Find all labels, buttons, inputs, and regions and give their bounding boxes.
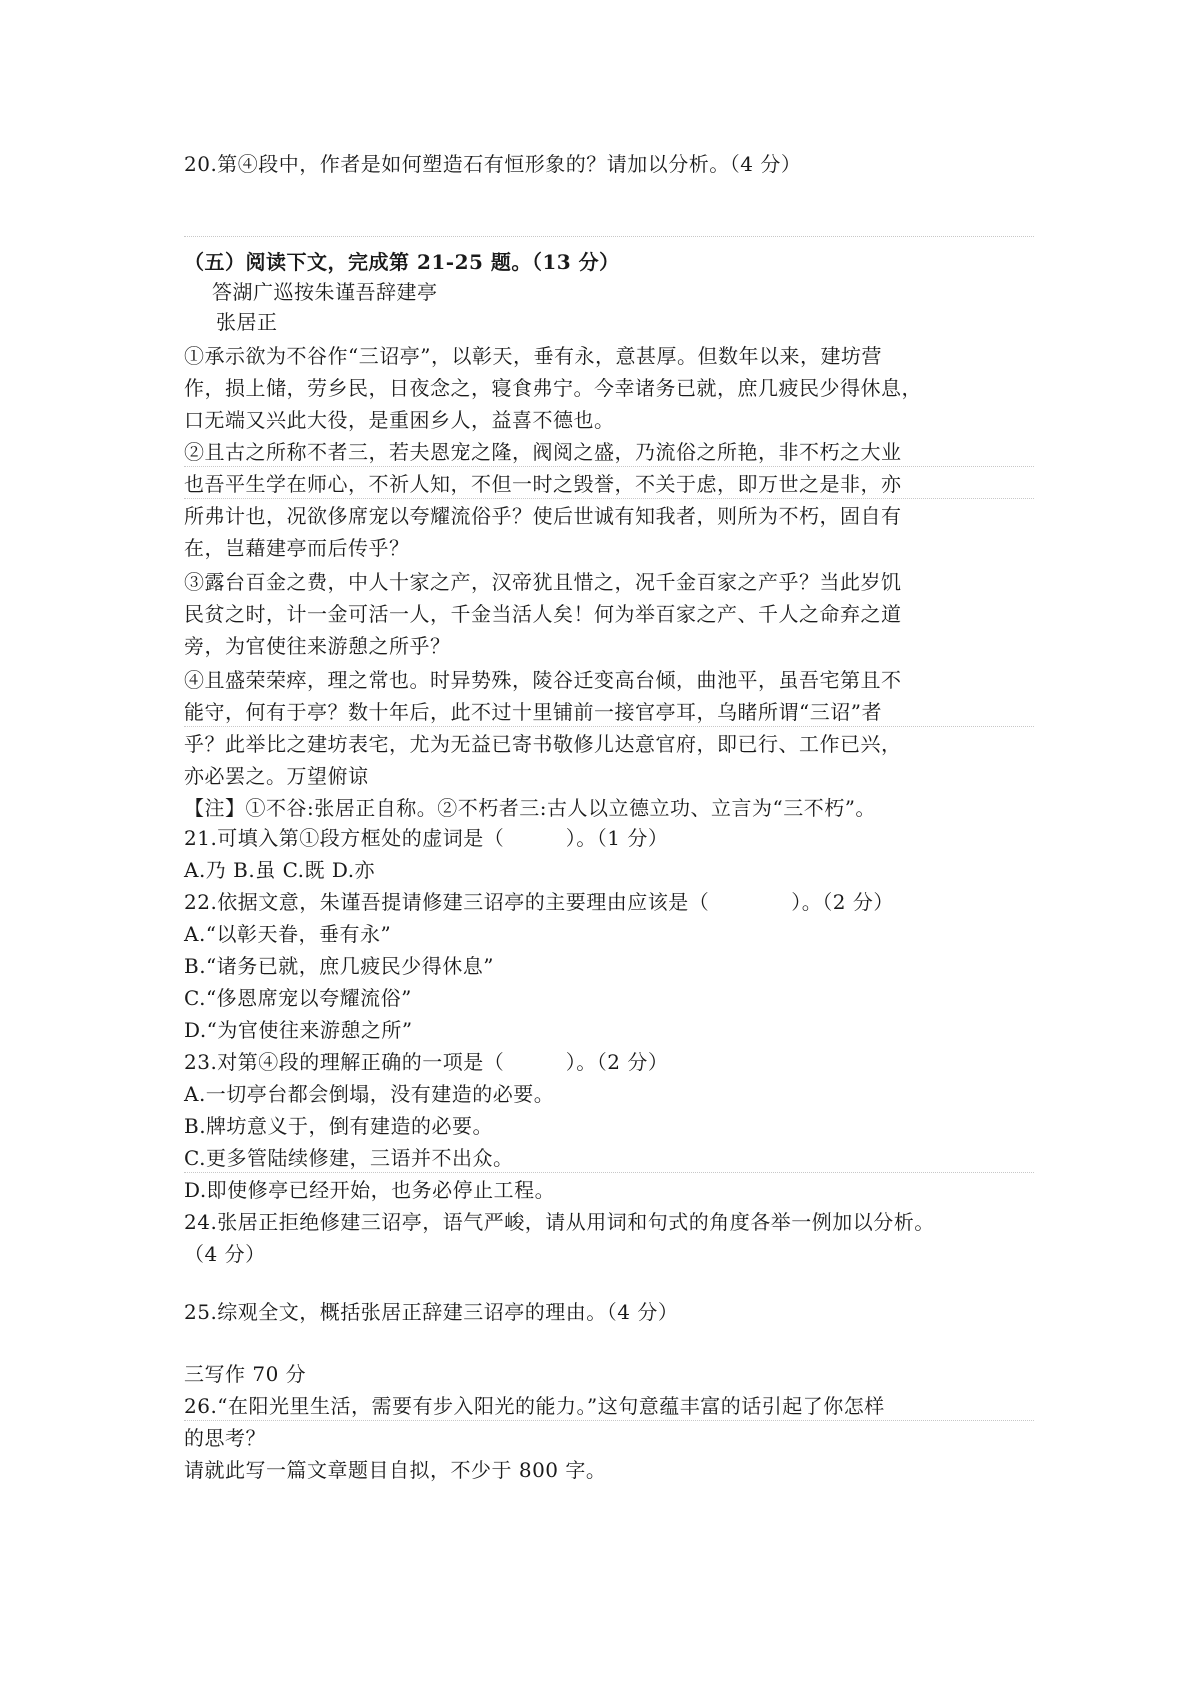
passage-line: 也吾平生学在师心，不祈人知，不但一时之毁誉，不关于虑，即万世之是非，亦 xyxy=(184,472,902,496)
writing-prompt: 26.“在阳光里生活，需要有步入阳光的能力。”这句意蕴丰富的话引起了你怎样 xyxy=(184,1394,885,1418)
question-23-option-c: C.更多管陆续修建，三语并不出众。 xyxy=(184,1146,514,1170)
footnote: 【注】①不谷:张居正自称。②不朽者三:古人以立德立功、立言为“三不朽”。 xyxy=(184,796,876,820)
writing-prompt: 的思考？ xyxy=(184,1426,266,1450)
passage-line: 旁，为官使往来游憩之所乎？ xyxy=(184,634,451,658)
question-22-option-b: B.“诸务已就，庶几疲民少得休息” xyxy=(184,954,495,978)
question-21-stem: 21.可填入第①段方框处的虚词是（ ）。（1 分） xyxy=(184,826,669,850)
question-23-option-a: A.一切亭台都会倒塌，没有建造的必要。 xyxy=(184,1082,555,1106)
writing-instruction: 请就此写一篇文章题目自拟，不少于 800 字。 xyxy=(184,1458,607,1482)
passage-author: 张居正 xyxy=(216,310,278,334)
passage-line: 亦必罢之。万望俯谅 xyxy=(184,764,369,788)
passage-line: ①承示欲为不谷作“三诏亭”，以彰天，垂有永，意甚厚。但数年以来，建坊营 xyxy=(184,344,882,368)
passage-line: 民贫之时，计一金可活一人，千金当活人矣！何为举百家之产、千人之命弃之道 xyxy=(184,602,902,626)
divider xyxy=(184,466,1034,467)
passage-line: 在，岂藉建亭而后传乎？ xyxy=(184,536,410,560)
question-25: 25.综观全文，概括张居正辞建三诏亭的理由。（4 分） xyxy=(184,1300,679,1324)
divider xyxy=(184,726,1034,727)
question-24-points: （4 分） xyxy=(184,1242,266,1266)
question-22-option-d: D.“为官使往来游憩之所” xyxy=(184,1018,413,1042)
question-21-options: A.乃 B.虽 C.既 D.亦 xyxy=(184,858,376,882)
question-23-option-b: B.牌坊意义于，倒有建造的必要。 xyxy=(184,1114,494,1138)
question-20: 20.第④段中，作者是如何塑造石有恒形象的？请加以分析。（4 分） xyxy=(184,152,802,176)
passage-line: 作，损上储，劳乡民，日夜念之，寝食弗宁。今幸诸务已就，庶几疲民少得休息， xyxy=(184,376,922,400)
divider xyxy=(184,498,1034,499)
section-heading: （五）阅读下文，完成第 21-25 题。（13 分） xyxy=(184,250,620,274)
question-23-option-d: D.即使修亭已经开始，也务必停止工程。 xyxy=(184,1178,556,1202)
passage-line: 能守，何有于亭？数十年后，此不过十里铺前一接官亭耳，乌睹所谓“三诏”者 xyxy=(184,700,882,724)
passage-line: ③露台百金之费，中人十家之产，汉帝犹且惜之，况千金百家之产乎？当此岁饥 xyxy=(184,570,902,594)
divider xyxy=(184,1420,1034,1421)
passage-line: 口无端又兴此大役，是重困乡人，益喜不德也。 xyxy=(184,408,615,432)
passage-title: 答湖广巡按朱谨吾辞建亭 xyxy=(212,280,438,304)
question-24-stem: 24.张居正拒绝修建三诏亭，语气严峻，请从用词和句式的角度各举一例加以分析。 xyxy=(184,1210,935,1234)
question-22-stem: 22.依据文意，朱谨吾提请修建三诏亭的主要理由应该是（ ）。（2 分） xyxy=(184,890,894,914)
passage-line: ②且古之所称不者三，若夫恩宠之隆，阀阅之盛，乃流俗之所艳，非不朽之大业 xyxy=(184,440,902,464)
passage-line: ④且盛荣荣瘁，理之常也。时异势殊，陵谷迁变高台倾，曲池平，虽吾宅第且不 xyxy=(184,668,902,692)
divider xyxy=(184,236,1034,237)
question-22-option-c: C.“侈恩席宠以夸耀流俗” xyxy=(184,986,412,1010)
passage-line: 所弗计也，况欲侈席宠以夸耀流俗乎？使后世诚有知我者，则所为不朽，固自有 xyxy=(184,504,902,528)
writing-heading: 三写作 70 分 xyxy=(184,1362,307,1386)
question-23-stem: 23.对第④段的理解正确的一项是（ ）。（2 分） xyxy=(184,1050,669,1074)
question-22-option-a: A.“以彰天眷，垂有永” xyxy=(184,922,392,946)
passage-line: 乎？此举比之建坊表宅，尤为无益已寄书敬修儿达意官府，即已行、工作已兴， xyxy=(184,732,902,756)
divider xyxy=(184,1172,1034,1173)
